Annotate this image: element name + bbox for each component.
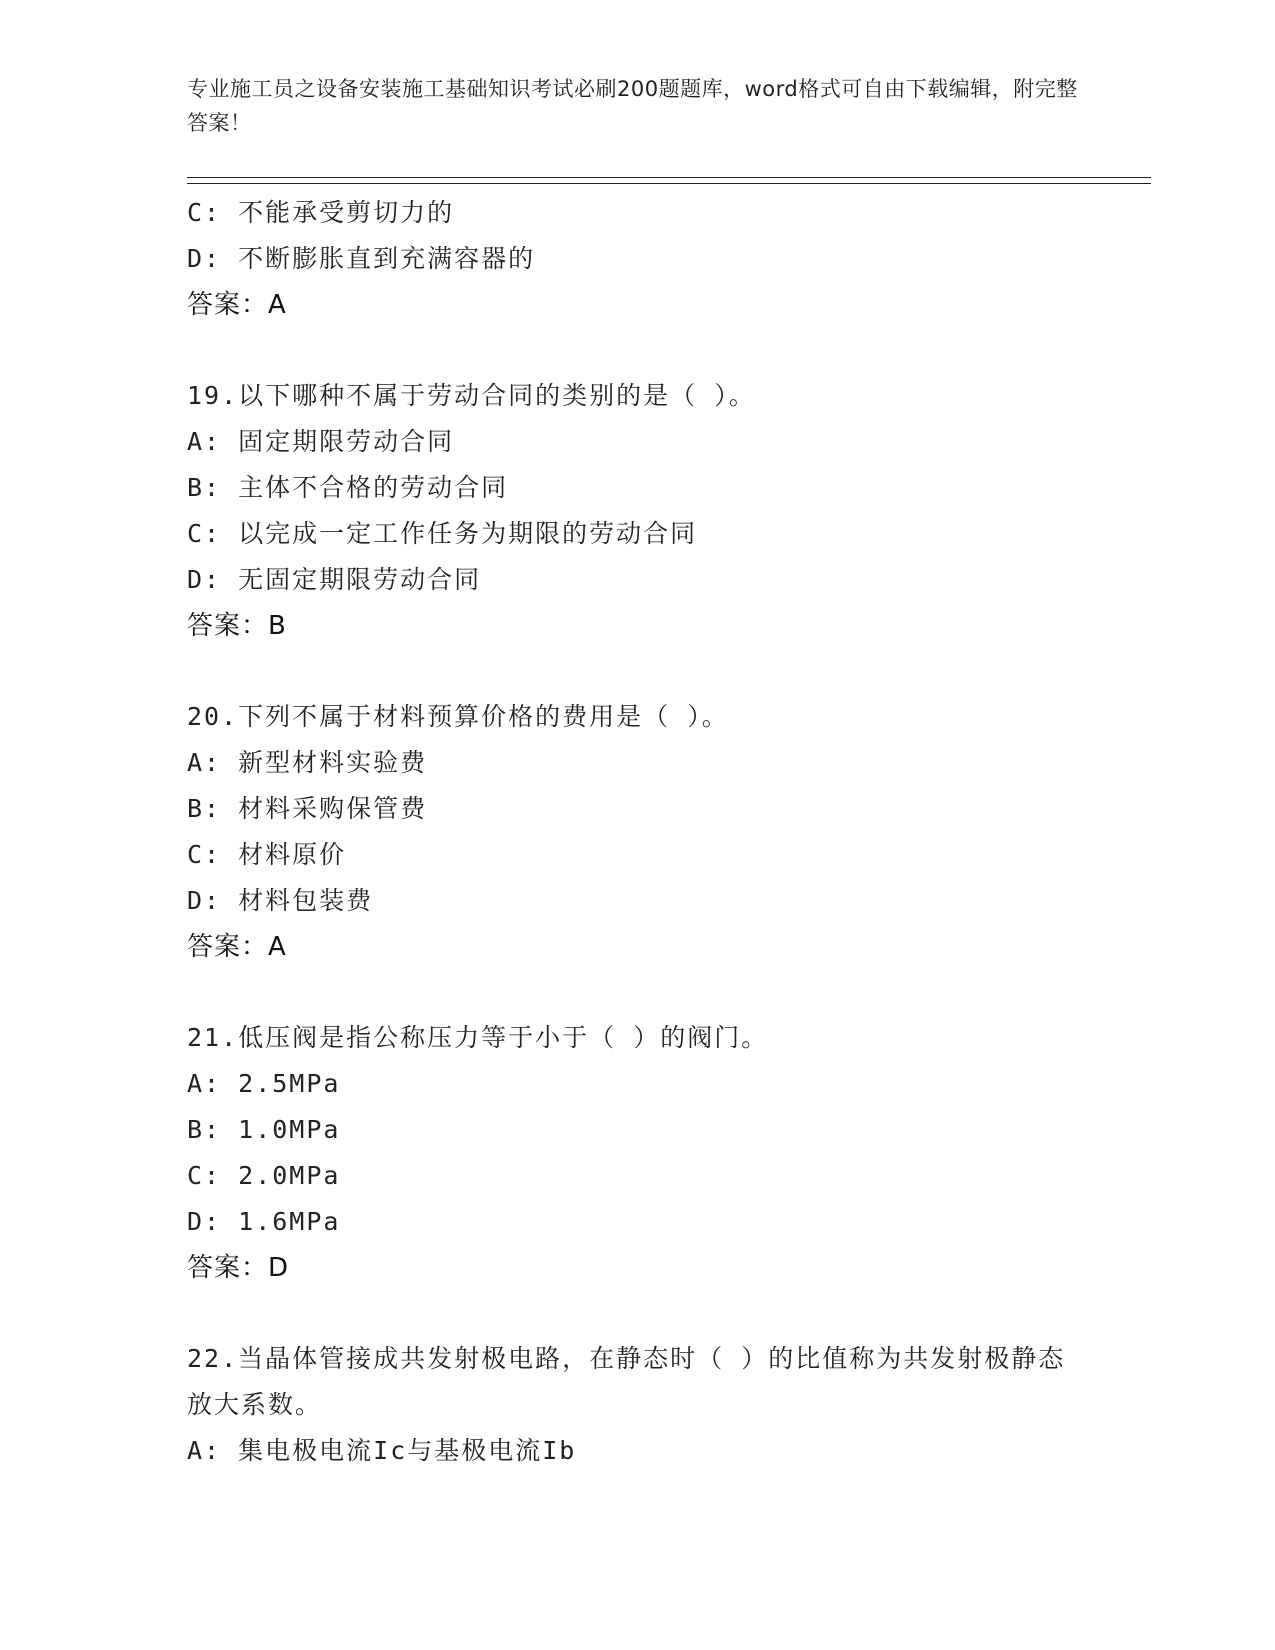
spacer	[187, 649, 1137, 694]
option-a: A: 2.5MPa	[187, 1069, 341, 1098]
answer-label: 答案：A	[187, 932, 287, 962]
question-21	[187, 1015, 1137, 1291]
question-19	[187, 373, 1137, 649]
question-list	[187, 190, 1137, 1474]
answer-label: 答案：B	[187, 611, 287, 641]
question-text: 21.低压阀是指公称压力等于小于（ ）的阀门。	[187, 1023, 769, 1052]
option-c: C: 不能承受剪切力的	[187, 198, 455, 227]
question-18-partial	[187, 190, 1137, 328]
option-d: D: 不断膨胀直到充满容器的	[187, 244, 536, 273]
option-b: B: 1.0MPa	[187, 1115, 341, 1144]
question-text: 22.当晶体管接成共发射极电路，在静态时（ ）的比值称为共发射极静态放大系数。	[187, 1344, 1066, 1419]
answer-label: 答案：D	[187, 1253, 290, 1283]
question-text: 19.以下哪种不属于劳动合同的类别的是（ ）。	[187, 381, 756, 410]
option-d: D: 材料包装费	[187, 886, 374, 915]
option-b: B: 主体不合格的劳动合同	[187, 473, 509, 502]
option-d: D: 无固定期限劳动合同	[187, 565, 482, 594]
header-divider-top	[187, 177, 1151, 178]
document-title: 专业施工员之设备安装施工基础知识考试必刷200题题库，word格式可自由下载编辑，附完整答案！	[187, 77, 1078, 135]
question-text: 20.下列不属于材料预算价格的费用是（ ）。	[187, 702, 729, 731]
option-c: C: 2.0MPa	[187, 1161, 341, 1190]
option-a: A: 集电极电流Ic与基极电流Ib	[187, 1436, 577, 1465]
option-a: A: 新型材料实验费	[187, 748, 428, 777]
option-b: B: 材料采购保管费	[187, 794, 428, 823]
question-20	[187, 694, 1137, 970]
option-a: A: 固定期限劳动合同	[187, 427, 455, 456]
answer-label: 答案：A	[187, 290, 287, 320]
option-c: C: 材料原价	[187, 840, 347, 869]
spacer	[187, 970, 1137, 1015]
question-22	[187, 1336, 1137, 1474]
option-c: C: 以完成一定工作任务为期限的劳动合同	[187, 519, 698, 548]
header-divider-bottom	[187, 183, 1151, 184]
spacer	[187, 328, 1137, 373]
option-d: D: 1.6MPa	[187, 1207, 341, 1236]
spacer	[187, 1291, 1137, 1336]
